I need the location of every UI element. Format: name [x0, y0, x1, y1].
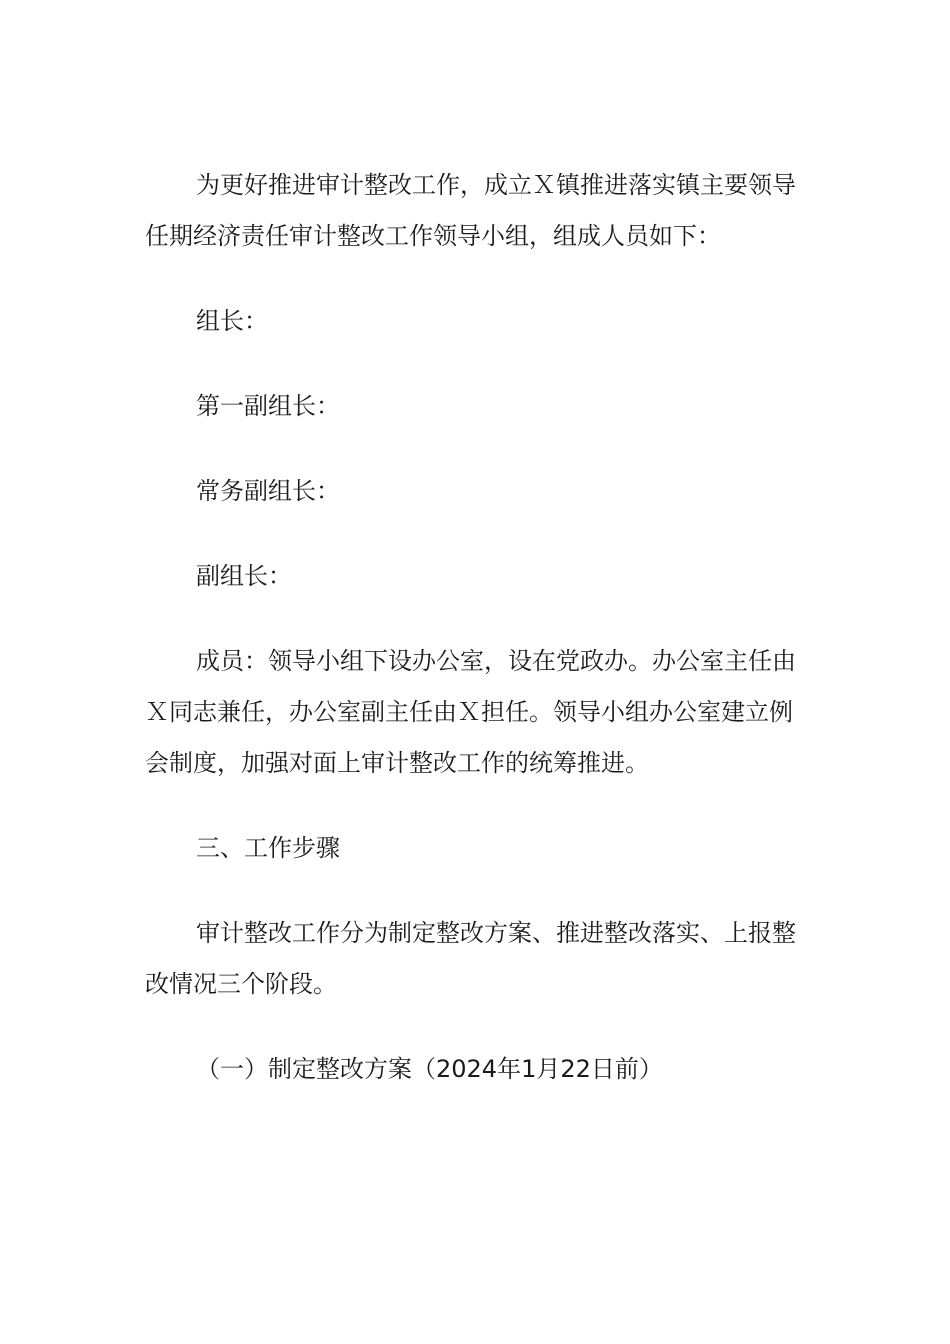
first-deputy-leader-line: 第一副组长： — [196, 392, 340, 420]
stages-paragraph: 审计整改工作分为制定整改方案、推进整改落实、上报整改情况三个阶段。 — [145, 919, 796, 998]
intro-paragraph: 为更好推进审计整改工作，成立Ｘ镇推进落实镇主要领导任期经济责任审计整改工作领导小组，组成人员如下： — [145, 171, 796, 250]
document-body — [145, 160, 805, 1129]
executive-deputy-leader-line: 常务副组长： — [196, 477, 340, 505]
members-paragraph: 成员：领导小组下设办公室，设在党政办。办公室主任由Ｘ同志兼任，办公室副主任由Ｘ担任。领导小组办公室建立例会制度，加强对面上审计整改工作的统筹推进。 — [145, 647, 796, 777]
group-leader-line: 组长： — [196, 307, 268, 335]
deputy-leader-line: 副组长： — [196, 562, 292, 590]
section-heading: 三、工作步骤 — [196, 834, 340, 862]
subsection-heading: （一）制定整改方案（2024年1月22日前） — [196, 1055, 663, 1083]
